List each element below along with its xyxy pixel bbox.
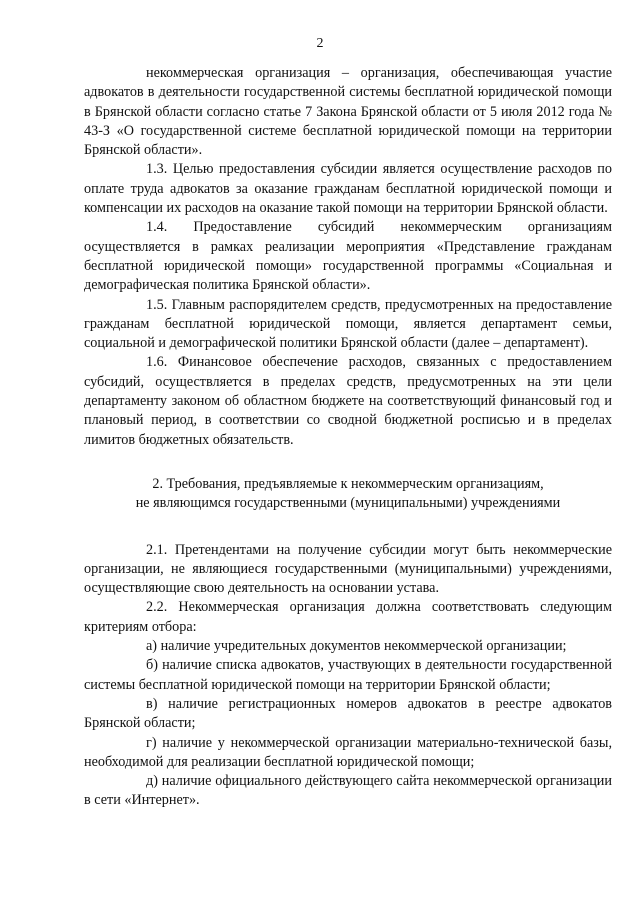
criterion-b: б) наличие списка адвокатов, участвующих в деятельности государственной системы бесплатной юридической помощи на территории Брянской области; [84, 657, 612, 693]
criterion-a: а) наличие учредительных документов некоммерческой организации; [146, 638, 567, 655]
section-2-heading-line-2: не являющимся государственными (муниципальными) учреждениями [135, 495, 561, 512]
document-body [84, 64, 612, 811]
paragraph-1-5: 1.5. Главным распорядителем средств, предусмотренных на предоставление гражданам бесплатной юридической помощи, является департамент семьи, социальной и демографической политики Брянской области (далее – департамент). [84, 296, 612, 352]
section-2-heading-line-1: 2. Требования, предъявляемые к некоммерческим организациям, [152, 475, 544, 492]
section-2-heading [84, 475, 612, 514]
criterion-v: в) наличие регистрационных номеров адвокатов в реестре адвокатов Брянской области; [84, 695, 612, 732]
paragraph-1-3: 1.3. Целью предоставления субсидии является осуществление расходов по оплате труда адвокатов за оказание гражданам бесплатной юридической помощи и компенсации их расходов на оказание такой помощи на территории Брянской области. [84, 161, 612, 217]
paragraph-2-1: 2.1. Претендентами на получение субсидии могут быть некоммерческие организации, не являющиеся государственными (муниципальными) учреждениями, осуществляющие свою деятельность на основании устава. [84, 541, 612, 597]
page-number: 2 [316, 36, 324, 51]
paragraph-2-2: 2.2. Некоммерческая организация должна соответствовать следующим критериям отбора: [84, 599, 612, 635]
criterion-g: г) наличие у некоммерческой организации материально-технической базы, необходимой для реализации бесплатной юридической помощи; [84, 734, 612, 770]
paragraph-1-6: 1.6. Финансовое обеспечение расходов, связанных с предоставлением субсидий, осуществляется в пределах средств, предусмотренных на эти цели департаменту законом об областном бюджете на соответствующий финансовый год и плановый период, в соответствии со сводной бюджетной росписью и в пределах лимитов бюджетных обязательств. [84, 354, 612, 448]
criterion-d: д) наличие официального действующего сайта некоммерческой организации в сети «Интернет». [84, 773, 612, 809]
paragraph-definition: некоммерческая организация – организация, обеспечивающая участие адвокатов в деятельности государственной системы бесплатной юридической помощи в Брянской области согласно статье 7 Закона Брянской области от 5 июля 2012 года № 43-З «О государственной системе бесплатной юридической помощи на территории Брянской области». [84, 65, 612, 159]
paragraph-1-4: 1.4. Предоставление субсидий некоммерческим организациям осуществляется в рамках реализации мероприятия «Представление гражданам бесплатной юридической помощи» государственной программы «Социальная и демографическая политика Брянской области». [84, 219, 612, 294]
